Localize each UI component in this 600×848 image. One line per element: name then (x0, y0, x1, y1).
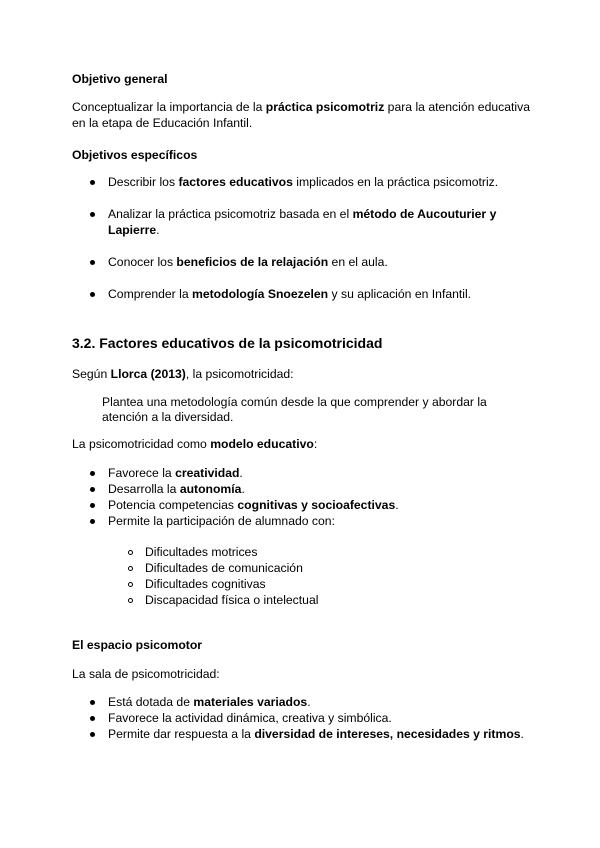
list-item-continuation: Lapierre. (108, 223, 160, 237)
list-item: Favorece la actividad dinámica, creativa y simbólica. (108, 711, 392, 725)
section-32-intro: Según Llorca (2013), la psicomotricidad: (72, 367, 294, 381)
bullet-icon (90, 180, 95, 185)
quote-line1: Plantea una metodología común desde la que comprender y abordar la (102, 395, 487, 409)
objetivo-general-line2: en la etapa de Educación Infantil. (72, 116, 253, 130)
list-item: Conocer los beneficios de la relajación en el aula. (108, 255, 388, 269)
espacio-heading: El espacio psicomotor (72, 638, 203, 652)
list-item: Describir los factores educativos implicados en la práctica psicomotriz. (108, 175, 499, 189)
bullet-icon (90, 732, 95, 737)
bullet-icon (90, 503, 95, 508)
section-32-heading: 3.2. Factores educativos de la psicomotricidad (72, 335, 383, 351)
objetivo-general-line1: Conceptualizar la importancia de la práctica psicomotriz para la atención educativa (72, 100, 530, 114)
bullet-icon (90, 471, 95, 476)
circle-bullet-icon (128, 582, 133, 587)
list-item: Permite dar respuesta a la diversidad de intereses, necesidades y ritmos. (108, 727, 524, 741)
circle-bullet-icon (128, 566, 133, 571)
sub-list-item: Dificultades motrices (145, 545, 258, 559)
list-item: Está dotada de materiales variados. (108, 695, 311, 709)
bullet-icon (90, 519, 95, 524)
bullet-icon (90, 700, 95, 705)
objetivos-especificos-heading: Objetivos específicos (72, 148, 198, 162)
bullet-icon (90, 260, 95, 265)
list-item: Permite la participación de alumnado con: (108, 514, 335, 528)
list-item: Desarrolla la autonomía. (108, 482, 245, 496)
modelo-educativo-intro: La psicomotricidad como modelo educativo: (72, 437, 318, 451)
list-item: Potencia competencias cognitivas y socioafectivas. (108, 498, 399, 512)
circle-bullet-icon (128, 550, 133, 555)
sub-list-item: Dificultades cognitivas (145, 577, 266, 591)
bullet-icon (90, 487, 95, 492)
sub-list-item: Discapacidad física o intelectual (145, 593, 319, 607)
bullet-icon (90, 716, 95, 721)
quote-line2: atención a la diversidad. (102, 410, 234, 424)
espacio-intro: La sala de psicomotricidad: (72, 667, 220, 681)
bullet-icon (90, 212, 95, 217)
list-item: Favorece la creatividad. (108, 466, 243, 480)
sub-list-item: Dificultades de comunicación (145, 561, 303, 575)
objetivo-general-heading: Objetivo general (72, 72, 168, 86)
list-item: Comprender la metodología Snoezelen y su aplicación en Infantil. (108, 287, 472, 301)
circle-bullet-icon (128, 598, 133, 603)
bullet-icon (90, 292, 95, 297)
list-item: Analizar la práctica psicomotriz basada en el método de Aucouturier y (108, 207, 497, 221)
